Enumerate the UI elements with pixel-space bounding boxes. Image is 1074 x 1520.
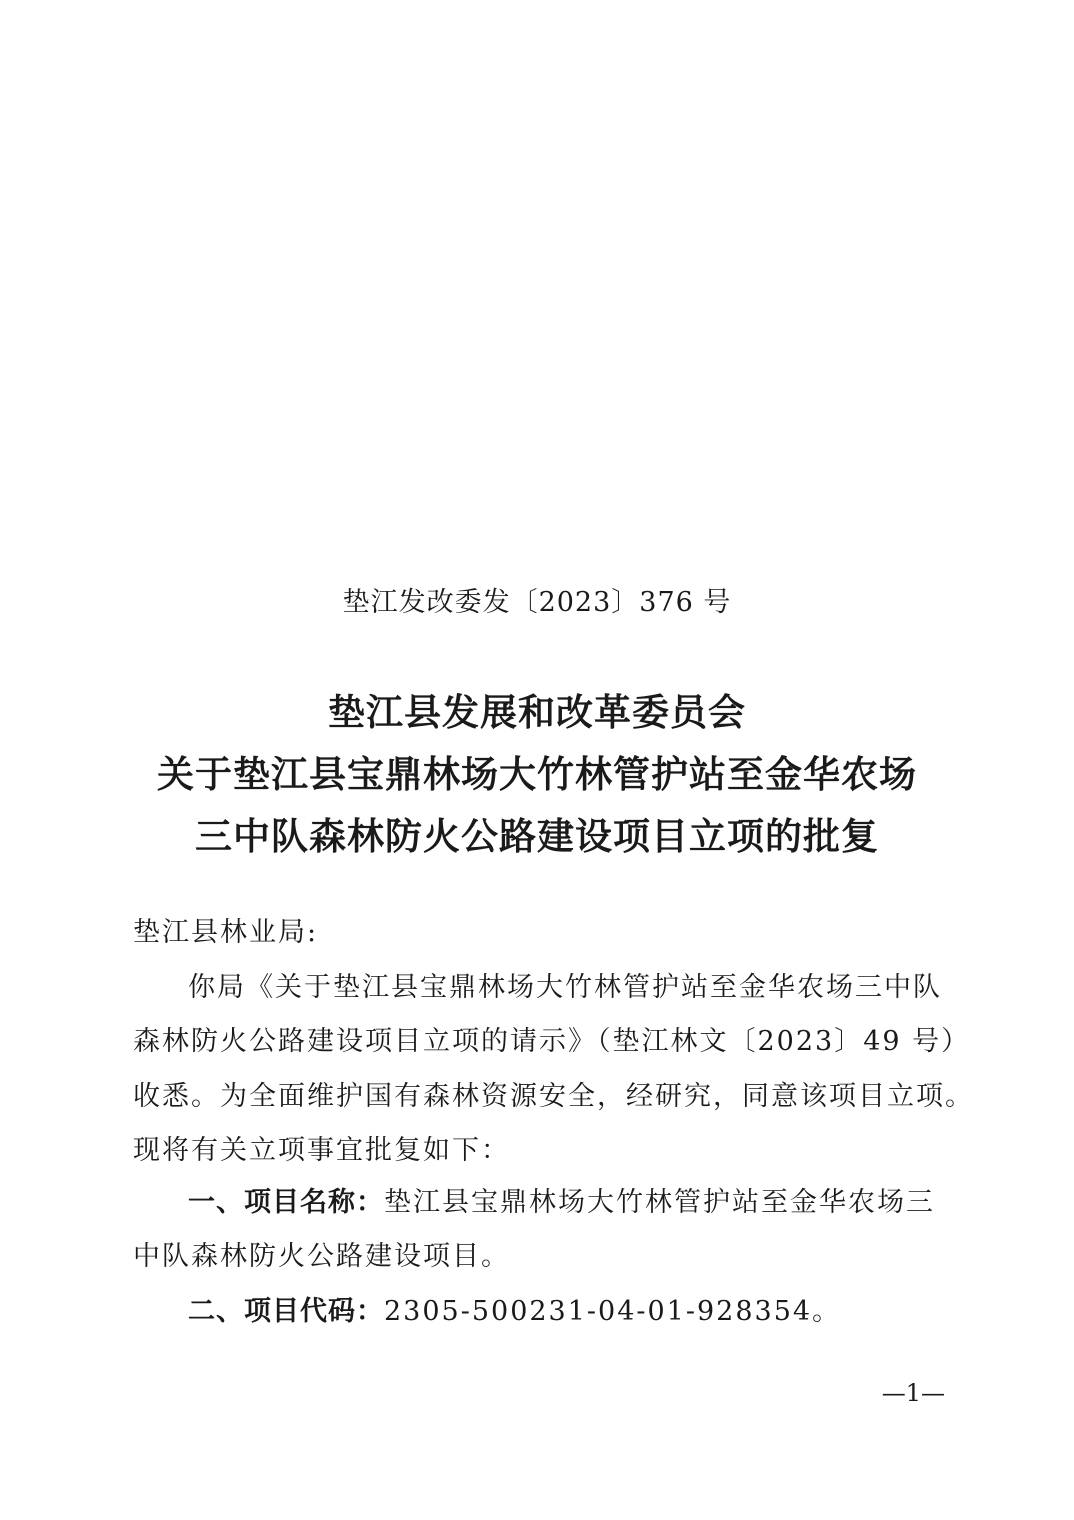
addressee: 垫江县林业局: [133, 917, 319, 948]
item-project-code-text: 2305-500231-04-01-928354。 [384, 1296, 842, 1327]
item-project-name-continued: 中队森林防火公路建设项目。 [133, 1241, 510, 1272]
document-title [0, 682, 1074, 868]
item-project-name-label: 一、项目名称： [188, 1187, 384, 1218]
paragraph-1-line-1: 你局《关于垫江县宝鼎林场大竹林管护站至金华农场三中队 [188, 972, 942, 1003]
document-number: 垫江发改委发〔2023〕376 号 [342, 587, 732, 618]
title-line-2: 关于垫江县宝鼎林场大竹林管护站至金华农场 [157, 753, 917, 796]
item-project-name-text: 垫江县宝鼎林场大竹林管护站至金华农场三 [384, 1187, 935, 1218]
paragraph-1-line-3: 收悉。为全面维护国有森林资源安全，经研究，同意该项目立项。 [133, 1081, 974, 1112]
title-line-1: 垫江县发展和改革委员会 [328, 691, 746, 734]
title-line-3: 三中队森林防火公路建设项目立项的批复 [195, 815, 879, 858]
paragraph-1-line-4: 现将有关立项事宜批复如下： [133, 1135, 510, 1166]
paragraph-1-line-2: 森林防火公路建设项目立项的请示》（垫江林文〔2023〕49 号） [133, 1026, 971, 1057]
item-project-name [188, 1183, 944, 1223]
item-project-code-label: 二、项目代码： [188, 1296, 384, 1327]
page-number: —1— [881, 1379, 945, 1407]
item-project-code [188, 1292, 944, 1332]
